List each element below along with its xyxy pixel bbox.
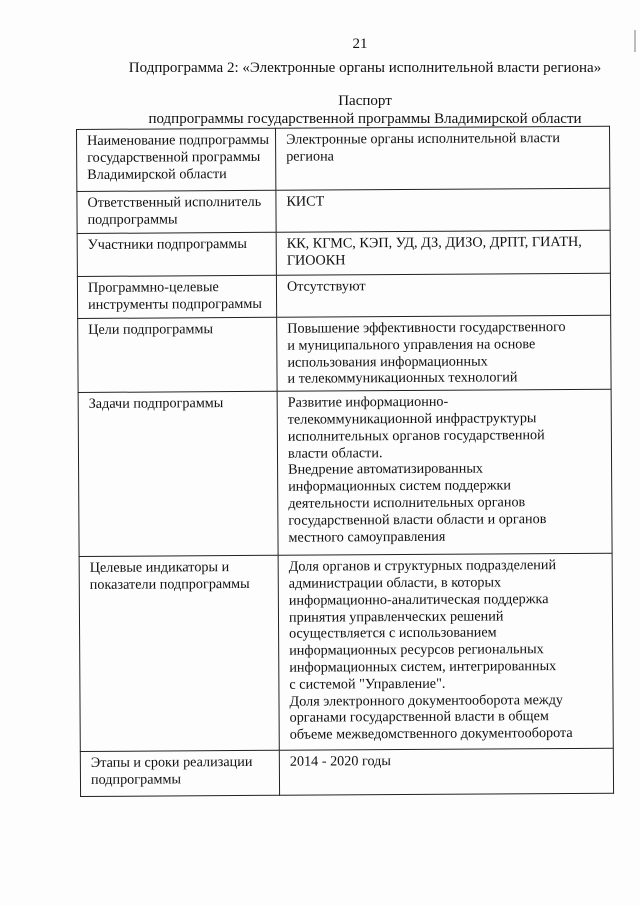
page-number: 21: [352, 36, 368, 52]
row-value-cell: [277, 389, 612, 555]
row-label-line: показатели подпрограммы: [89, 575, 250, 593]
row-value-line: использования информационных: [287, 353, 488, 371]
passport-row: [77, 188, 610, 233]
row-label-cell: [77, 275, 276, 318]
row-value-cell: [279, 748, 613, 795]
row-label-cell: [77, 190, 276, 233]
row-label-line: Задачи подпрограммы: [88, 395, 224, 413]
row-value-cell: [275, 126, 609, 190]
passport-row: [79, 553, 613, 751]
subprogram-title: Подпрограмма 2: «Электронные органы исполнительной власти региона»: [128, 60, 602, 76]
row-value-line: Внедрение автоматизированных: [288, 460, 484, 479]
row-value-line: ГИООКН: [286, 252, 346, 269]
row-value-line: местного самоуправления: [288, 528, 446, 546]
row-value-line: власти области.: [287, 444, 383, 462]
row-value-line: Доля электронного документооборота между: [289, 691, 564, 710]
row-label-cell: [78, 391, 278, 556]
row-value-line: Повышение эффективности государственного: [287, 319, 566, 337]
row-label-cell: [80, 750, 279, 796]
row-label-line: Наименование подпрограммы: [87, 131, 270, 149]
row-value-line: объеме межведомственного документооборота: [289, 725, 573, 743]
passport-row: [80, 748, 613, 796]
row-label-cell: [78, 317, 277, 392]
passport-row: [77, 230, 610, 276]
row-value-cell: [276, 273, 610, 317]
passport-title: [95, 92, 635, 128]
row-value-line: и муниципального управления на основе: [287, 335, 536, 354]
row-label-line: Целевые индикаторы и: [89, 559, 230, 577]
row-value-line: информационных систем, интегрированных: [289, 658, 557, 676]
row-value-line: информационных систем поддержки: [288, 477, 512, 495]
passport-title-line-1: Паспорт: [338, 93, 392, 109]
row-label-line: подпрограммы: [87, 211, 178, 228]
row-label-cell: [77, 232, 276, 276]
row-value-line: информационно-аналитическая поддержка: [288, 590, 549, 609]
row-value-line: принятия управленческих решений: [288, 607, 504, 626]
row-value-line: с системой "Управление".: [289, 675, 446, 693]
row-label-line: Цели подпрограммы: [88, 321, 214, 338]
passport-row: [77, 126, 610, 191]
passport-table: [76, 126, 614, 797]
row-value-line: Электронные органы исполнительной власти: [286, 130, 560, 148]
row-value-line: администрации области, в которых: [288, 574, 502, 592]
row-value-line: телекоммуникационной инфраструктуры: [287, 410, 537, 428]
passport-row: [77, 273, 610, 318]
row-value-line: исполнительных органов государственной: [287, 426, 545, 445]
row-value-line: Развитие информационно-: [287, 393, 449, 411]
row-value-line: КК, КГМС, КЭП, УД, ДЗ, ДИЗО, ДРПТ, ГИАТН,: [286, 233, 582, 252]
row-label-cell: [77, 128, 276, 191]
passport-title-line-2: подпрограммы государственной программы Владимирской области: [148, 111, 582, 127]
row-value-line: Отсутствуют: [286, 278, 366, 295]
row-label-line: инструменты подпрограммы: [88, 295, 262, 313]
row-value-line: информационных ресурсов региональных: [289, 641, 544, 659]
row-value-line: государственной власти области и органов: [288, 510, 547, 529]
row-label-line: подпрограммы: [90, 771, 182, 788]
row-value-line: осуществляется с использованием: [289, 624, 497, 643]
row-label-line: государственной программы: [87, 148, 261, 166]
scan-edge-mark: [634, 30, 636, 52]
row-value-cell: [276, 230, 610, 275]
row-label-line: Этапы и сроки реализации: [90, 754, 253, 772]
row-value-line: деятельности исполнительных органов: [288, 494, 526, 512]
passport-table-body: [77, 126, 614, 796]
row-label-line: Владимирской области: [87, 165, 227, 183]
row-value-line: региона: [286, 148, 335, 165]
row-value-cell: [277, 315, 611, 391]
row-value-line: органами государственной власти в общем: [289, 708, 549, 727]
row-value-line: 2014 - 2020 годы: [289, 753, 391, 770]
row-value-cell: [276, 188, 610, 232]
row-value-cell: [278, 553, 613, 750]
passport-row: [78, 389, 612, 556]
row-label-line: Ответственный исполнитель: [87, 193, 262, 211]
row-value-line: и телекоммуникационных технологий: [287, 369, 518, 388]
passport-row: [78, 315, 611, 392]
row-label-cell: [79, 555, 279, 751]
row-value-line: Доля органов и структурных подразделений: [288, 557, 557, 575]
row-value-line: КИСТ: [286, 193, 325, 210]
row-label-line: Участники подпрограммы: [87, 235, 247, 253]
row-label-line: Программно-целевые: [87, 279, 219, 296]
